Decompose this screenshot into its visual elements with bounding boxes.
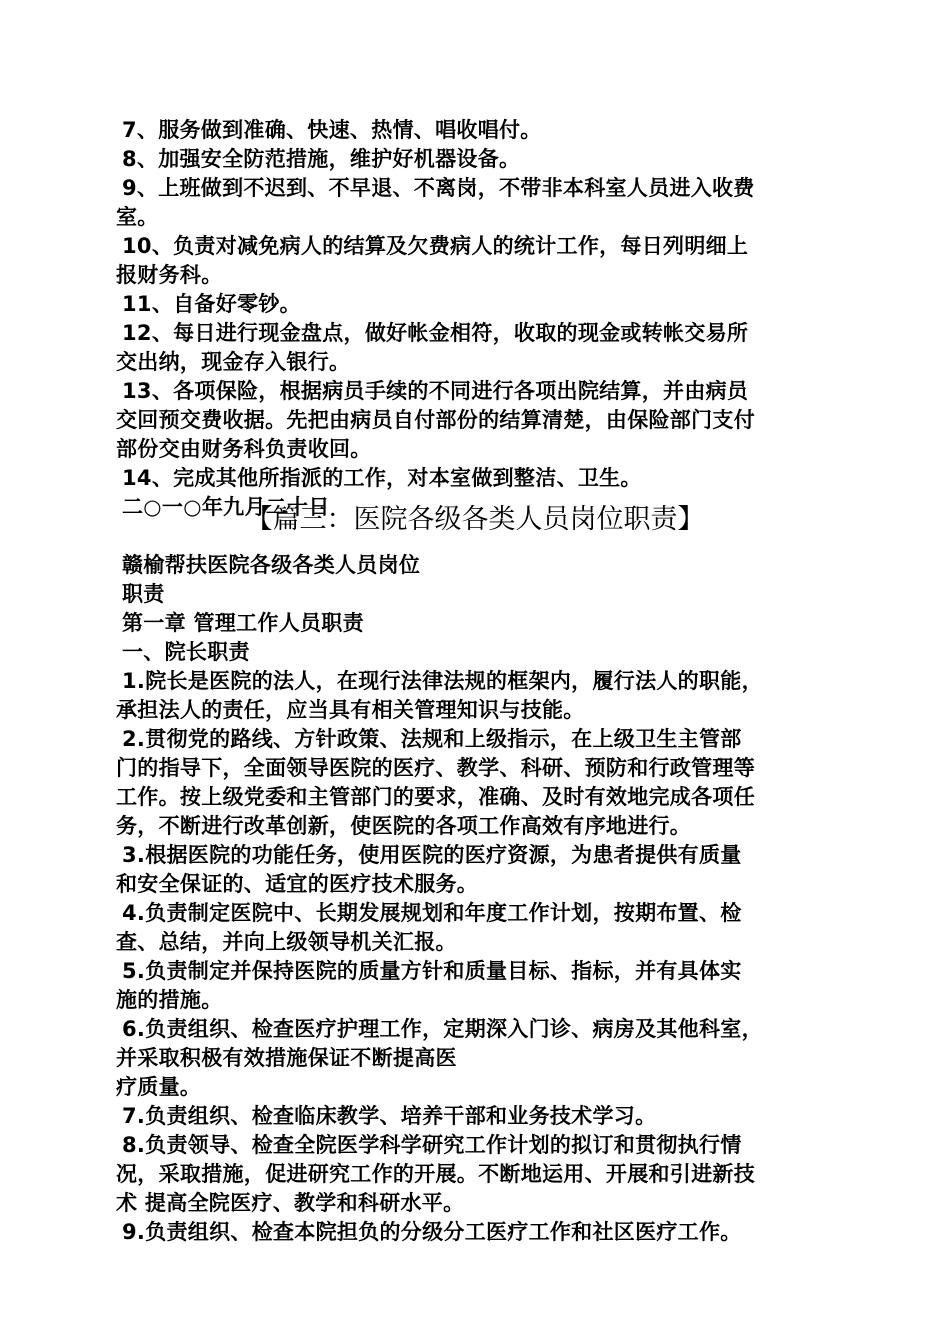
text-line: 施的措施。 [116,988,223,1012]
text-line: 门的指导下，全面领导医院的医疗、教学、科研、预防和行政管理等 [116,756,755,780]
text-line: 赣榆帮扶医院各级各类人员岗位 [122,553,421,577]
text-line: 疗质量。 [116,1075,202,1099]
text-line: 交出纳，现金存入银行。 [116,350,351,374]
text-line: 查、总结，并向上级领导机关汇报。 [116,930,457,954]
text-line: 8.负责领导、检查全院医学科学研究工作计划的拟订和贯彻执行情 [122,1133,742,1157]
text-line: 室。 [116,205,159,229]
text-line: 12、每日进行现金盘点，做好帐金相符，收取的现金或转帐交易所 [122,321,749,345]
text-line: 务，不断进行改革创新，使医院的各项工作高效有序地进行。 [116,814,692,838]
section-hospital-duties [116,551,838,1247]
section-collector-duties [116,116,838,522]
text-line: 和安全保证的、适宜的医疗技术服务。 [116,872,479,896]
text-line: 8、加强安全防范措施，维护好机器设备。 [122,147,521,171]
text-line: 部份交由财务科负责收回。 [116,437,372,461]
text-line: 并采取积极有效措施保证不断提高医 [116,1046,457,1070]
text-line: 2.贯彻党的路线、方针政策、法规和上级指示，在上级卫生主管部 [122,727,742,751]
section-heading: 【篇三：医院各级各类人员岗位职责】 [245,504,705,535]
text-line: 5.负责制定并保持医院的质量方针和质量目标、指标，并有具体实 [122,959,742,983]
text-line: 职责 [122,582,165,606]
text-line: 9、上班做到不迟到、不早退、不离岗，不带非本科室人员进入收费 [122,176,755,200]
text-line: 6.负责组织、检查医疗护理工作，定期深入门诊、病房及其他科室， [122,1017,763,1041]
text-line: 11、自备好零钞。 [122,292,301,316]
text-line: 报财务科。 [116,263,223,287]
text-line: 承担法人的责任，应当具有相关管理知识与技能。 [116,698,585,722]
text-line: 7.负责组织、检查临床教学、培养干部和业务技术学习。 [122,1104,657,1128]
text-line: 二○一○年九月二十日 [122,495,330,519]
text-line: 7、服务做到准确、快速、热情、唱收唱付。 [122,118,542,142]
text-line: 9.负责组织、检查本院担负的分级分工医疗工作和社区医疗工作。 [122,1220,742,1244]
text-line: 第一章 管理工作人员职责 [122,611,364,635]
text-line: 1.院长是医院的法人，在现行法律法规的框架内，履行法人的职能， [122,669,763,693]
text-line: 4.负责制定医院中、长期发展规划和年度工作计划，按期布置、检 [122,901,742,925]
text-line: 交回预交费收据。先把由病员自付部份的结算清楚，由保险部门支付 [116,408,755,432]
text-line: 3.根据医院的功能任务，使用医院的医疗资源，为患者提供有质量 [122,843,742,867]
text-line: 14、完成其他所指派的工作，对本室做到整洁、卫生。 [122,466,642,490]
text-line: 13、各项保险，根据病员手续的不同进行各项出院结算，并由病员 [122,379,749,403]
text-line: 10、负责对减免病人的结算及欠费病人的统计工作，每日列明细上 [122,234,749,258]
text-line: 术 提高全院医疗、教学和科研水平。 [116,1191,465,1215]
text-line: 一、院长职责 [122,640,250,664]
text-line: 况，采取措施，促进研究工作的开展。不断地运用、开展和引进新技 [116,1162,755,1186]
text-line: 工作。按上级党委和主管部门的要求，准确、及时有效地完成各项任 [116,785,755,809]
